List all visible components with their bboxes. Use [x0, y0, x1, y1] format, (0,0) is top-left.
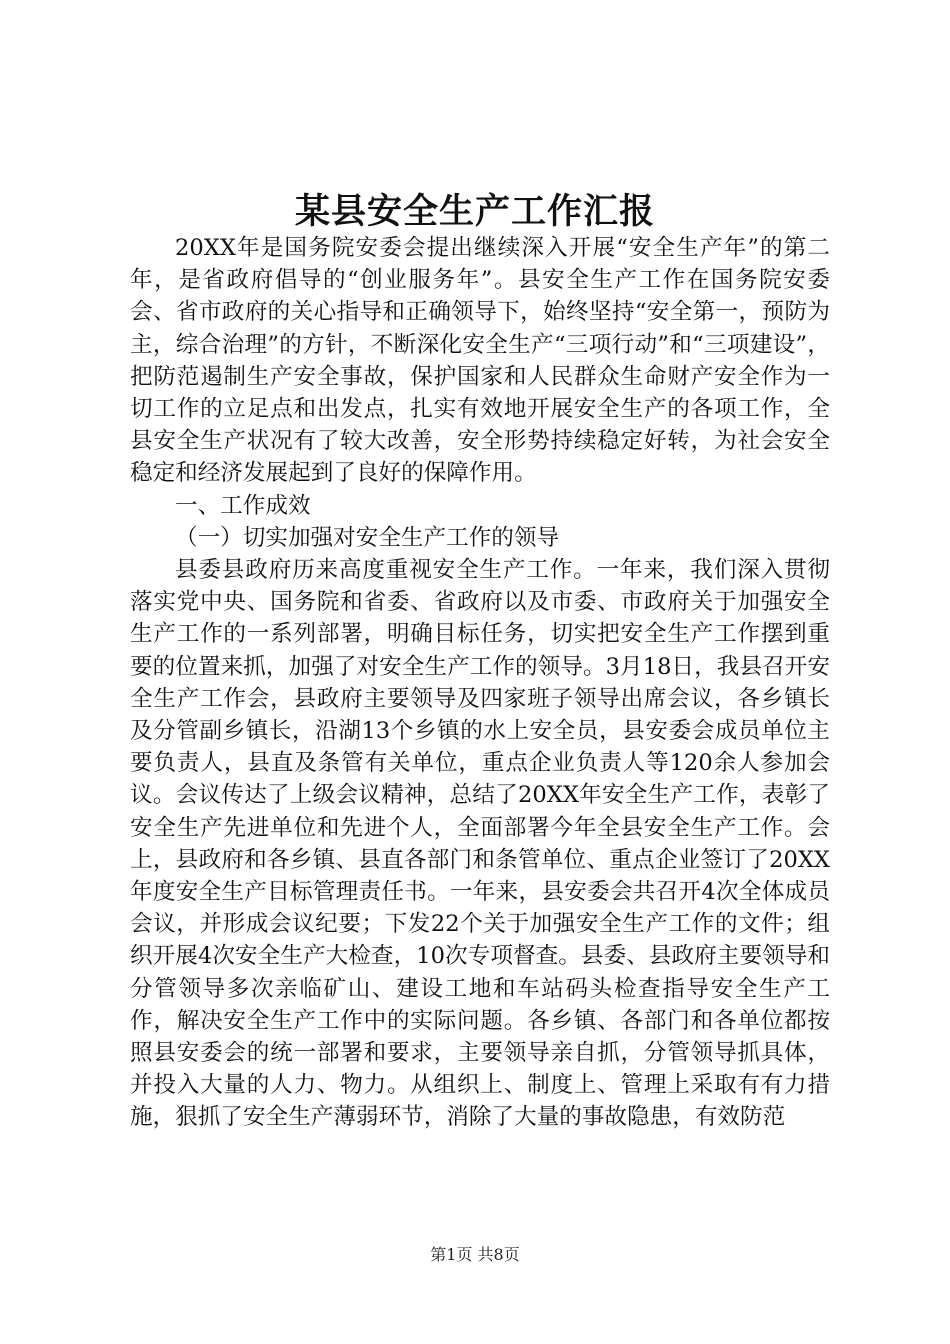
document-title: 某县安全生产工作汇报	[294, 191, 655, 232]
page-footer: 第1页 共8页	[430, 1245, 520, 1264]
section-heading: 一、工作成效	[175, 492, 311, 519]
intro-paragraph: 20XX年是国务院安委会提出继续深入开展“安全生产年”的第二年，是省政府倡导的“创业服务年”。县安全生产工作在国务院安委会、省市政府的关心指导和正确领导下，始终坚持“安全第一，预防为主，综合治理”的方针，不断深化安全生产“三项行动”和“三项建设”，把防范遏制生产安全事故，保护国家和人民群众生命财产安全作为一切工作的立足点和出发点，扎实有效地开展安全生产的各项工作，全县安全生产状况有了较大改善，安全形势持续稳定好转，为社会安全稳定和经济发展起到了良好的保障作用。	[130, 235, 830, 487]
body-paragraph: 县委县政府历来高度重视安全生产工作。一年来，我们深入贯彻落实党中央、国务院和省委、省政府以及市委、市政府关于加强安全生产工作的一系列部署，明确目标任务，切实把安全生产工作摆到重要的位置来抓，加强了对安全生产工作的领导。3月18日，我县召开安全生产工作会，县政府主要领导及四家班子领导出席会议，各乡镇长及分管副乡镇长，沿湖13个乡镇的水上安全员，县安委会成员单位主要负责人，县直及条管有关单位，重点企业负责人等120余人参加会议。会议传达了上级会议精神，总结了20XX年安全生产工作，表彰了安全生产先进单位和先进个人，全面部署今年全县安全生产工作。会上，县政府和各乡镇、县直各部门和条管单位、重点企业签订了20XX年度安全生产目标管理责任书。一年来，县安委会共召开4次全体成员会议，并形成会议纪要；下发22个关于加强安全生产工作的文件；组织开展4次安全生产大检查，10次专项督查。县委、县政府主要领导和分管领导多次亲临矿山、建设工地和车站码头检查指导安全生产工作，解决安全生产工作中的实际问题。各乡镇、各部门和各单位都按照县安委会的统一部署和要求，主要领导亲自抓，分管领导抓具体，并投入大量的人力、物力。从组织上、制度上、管理上采取有有力措施，狠抓了安全生产薄弱环节，消除了大量的事故隐患，有效防范	[130, 557, 830, 1131]
subsection-heading: （一）切实加强对安全生产工作的领导	[175, 524, 560, 551]
document-body	[130, 232, 830, 1134]
